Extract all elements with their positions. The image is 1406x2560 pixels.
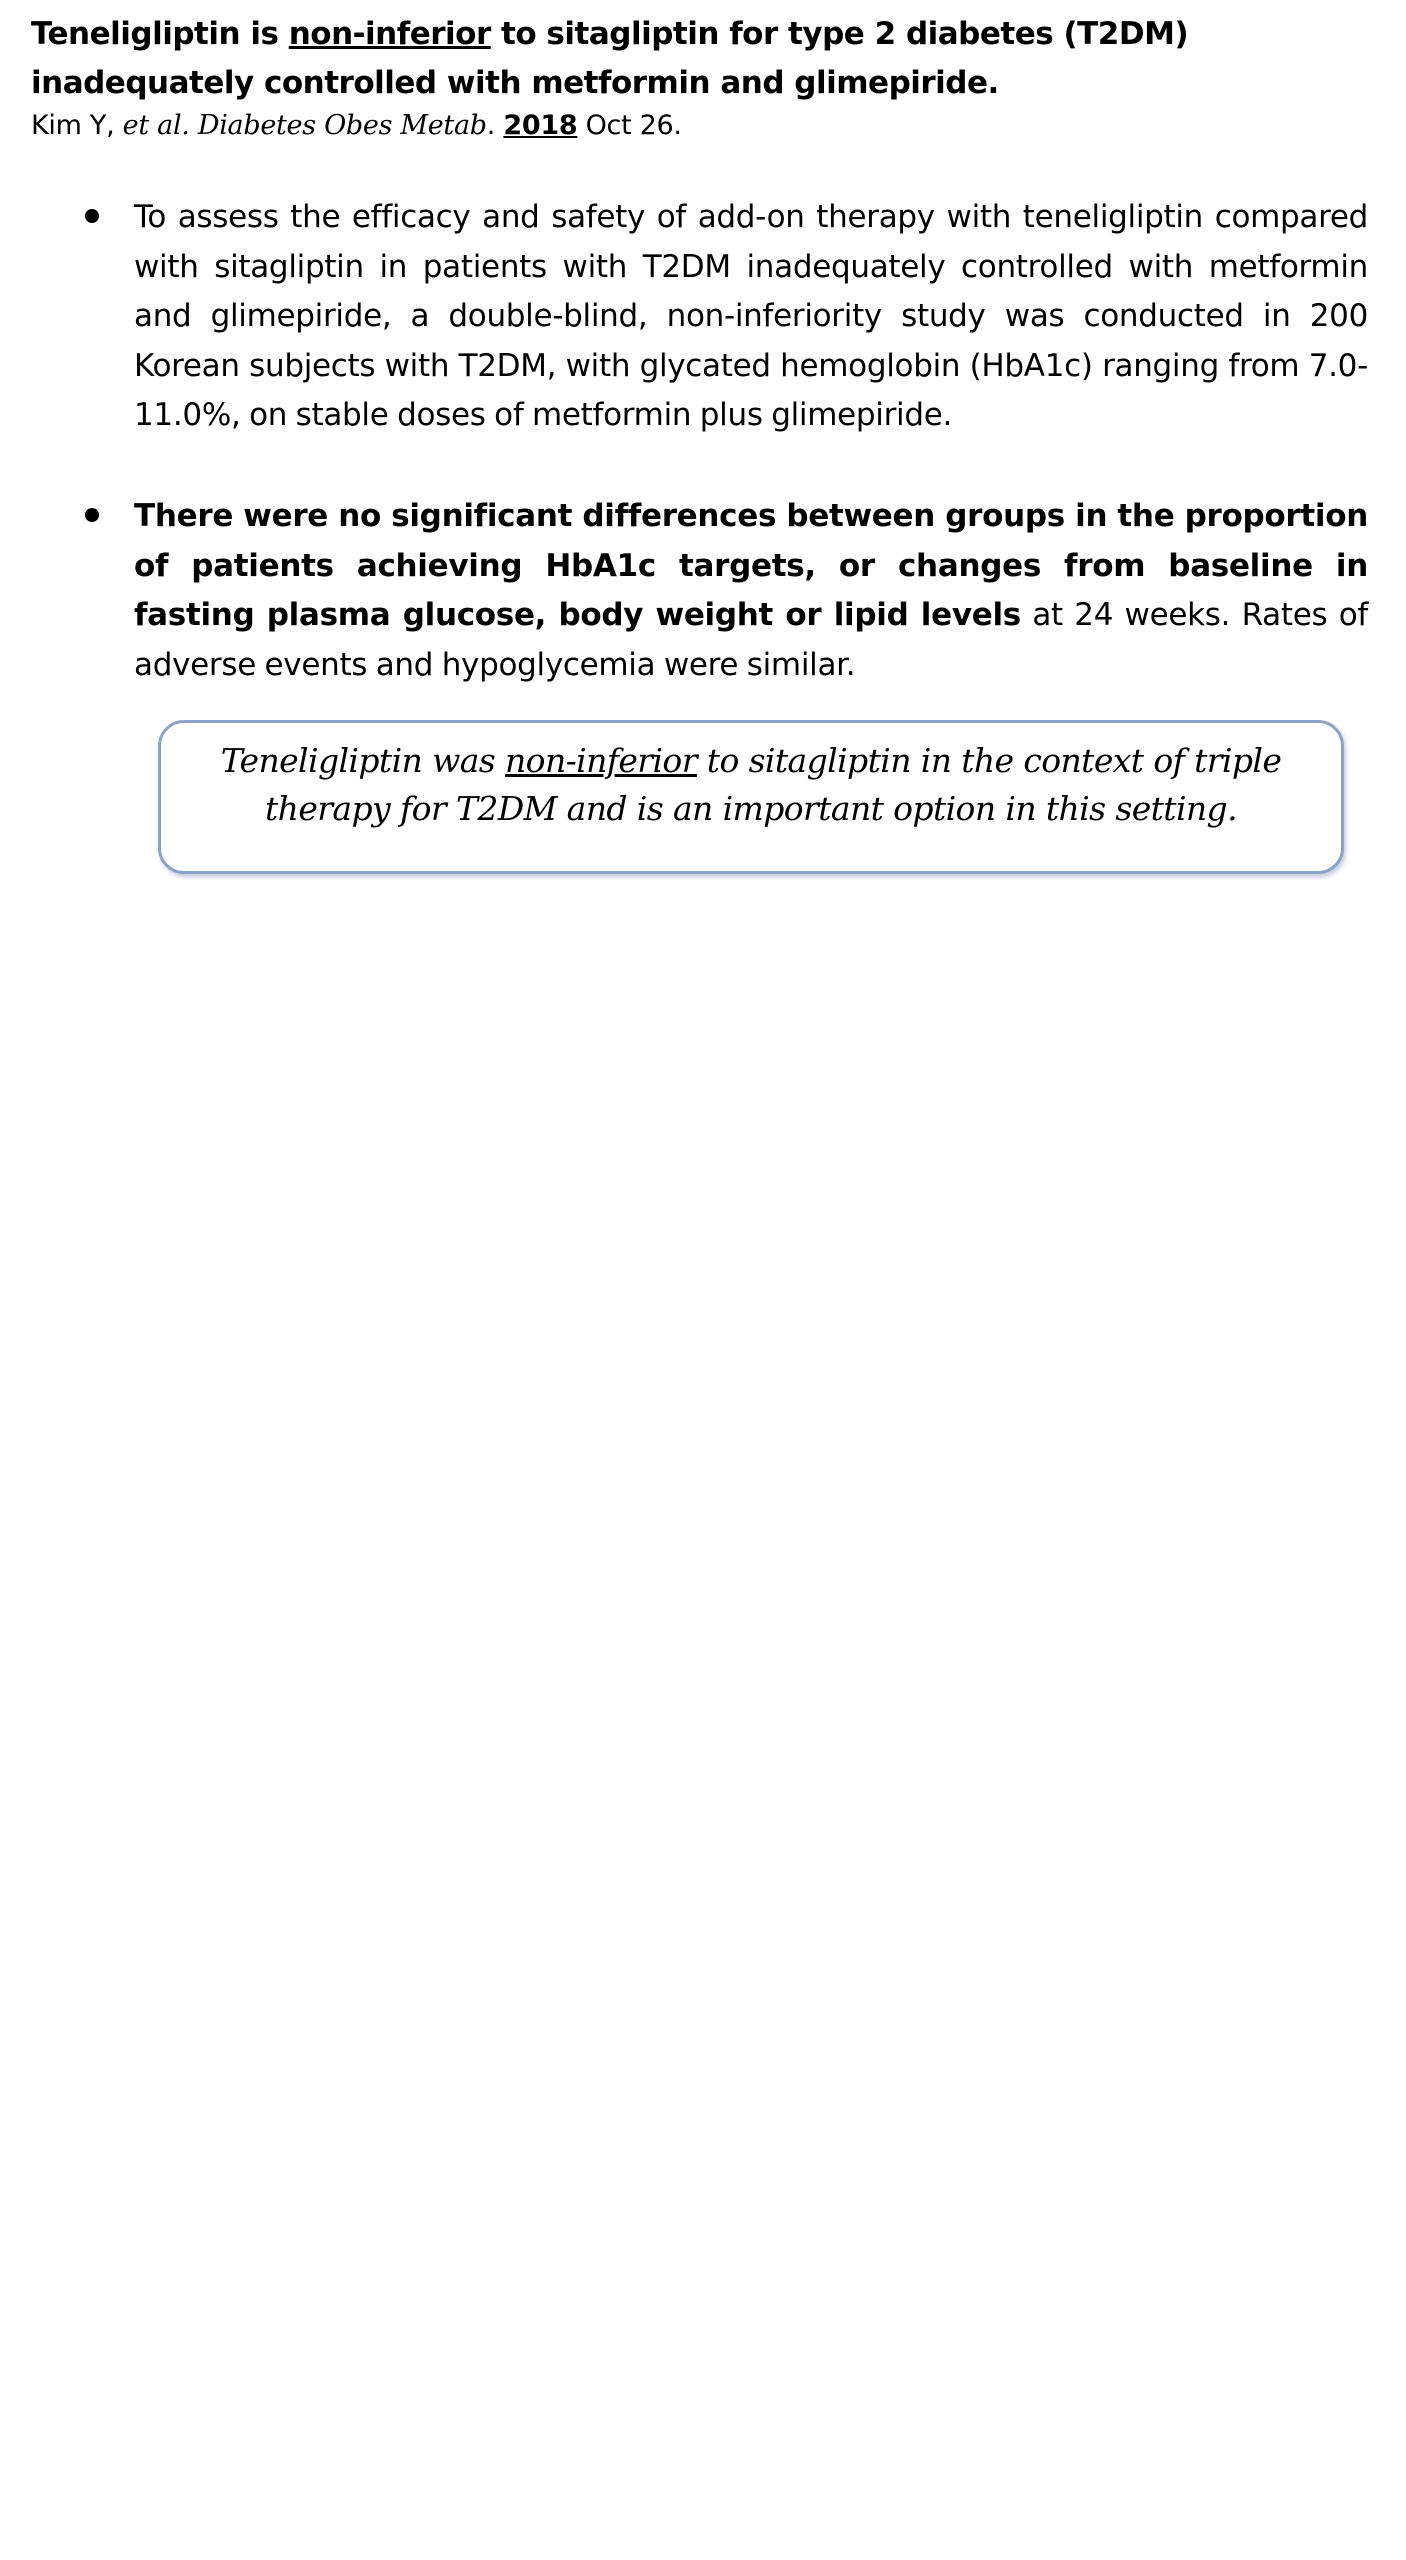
citation-year: 2018: [503, 110, 578, 141]
citation-authors: Kim Y,: [31, 110, 123, 141]
citation-period: .: [486, 110, 504, 141]
article-title: [31, 10, 1371, 108]
bullet-text-results: [134, 492, 1368, 690]
results-rest-text: at 24 weeks. Rates of adverse events and hypoglycemia were similar.: [134, 597, 1368, 683]
bullet-dot-icon: [85, 209, 99, 223]
bullet-dot-icon: [85, 508, 99, 522]
citation-date: Oct 26.: [577, 110, 682, 141]
citation: [31, 108, 682, 144]
title-underlined-term: non-inferior: [288, 16, 491, 52]
title-text-start: Teneligliptin is: [31, 16, 289, 52]
conclusion-underlined-term: non-inferior: [505, 741, 697, 780]
conclusion-text-start: Teneligliptin was: [220, 741, 506, 780]
results-bold-text: There were no significant differences between groups in the proportion of patients achieving HbA1c targets, or changes from baseline in fasting plasma glucose, body weight or lipid levels: [134, 498, 1368, 633]
bullet-text-study-design: To assess the efficacy and safety of add-on therapy with teneligliptin compared with sitagliptin in patients with T2DM inadequately controlled with metformin and glimepiride, a double-blind, non-inferiority study was conducted in 200 Korean subjects with T2DM, with glycated hemoglobin (HbA1c) ranging from 7.0-11.0%, on stable doses of metformin plus glimepiride.: [134, 199, 1368, 433]
conclusion-text: [181, 737, 1321, 833]
conclusion-text-end: to sitagliptin in the context of triple therapy for T2DM and is an important option in this setting.: [265, 741, 1282, 828]
title-text-end: to sitagliptin for type 2 diabetes (T2DM) inadequately controlled with metformin and glimepiride.: [31, 16, 1189, 101]
citation-journal: et al. Diabetes Obes Metab: [122, 110, 487, 141]
conclusion-box: [158, 720, 1344, 874]
